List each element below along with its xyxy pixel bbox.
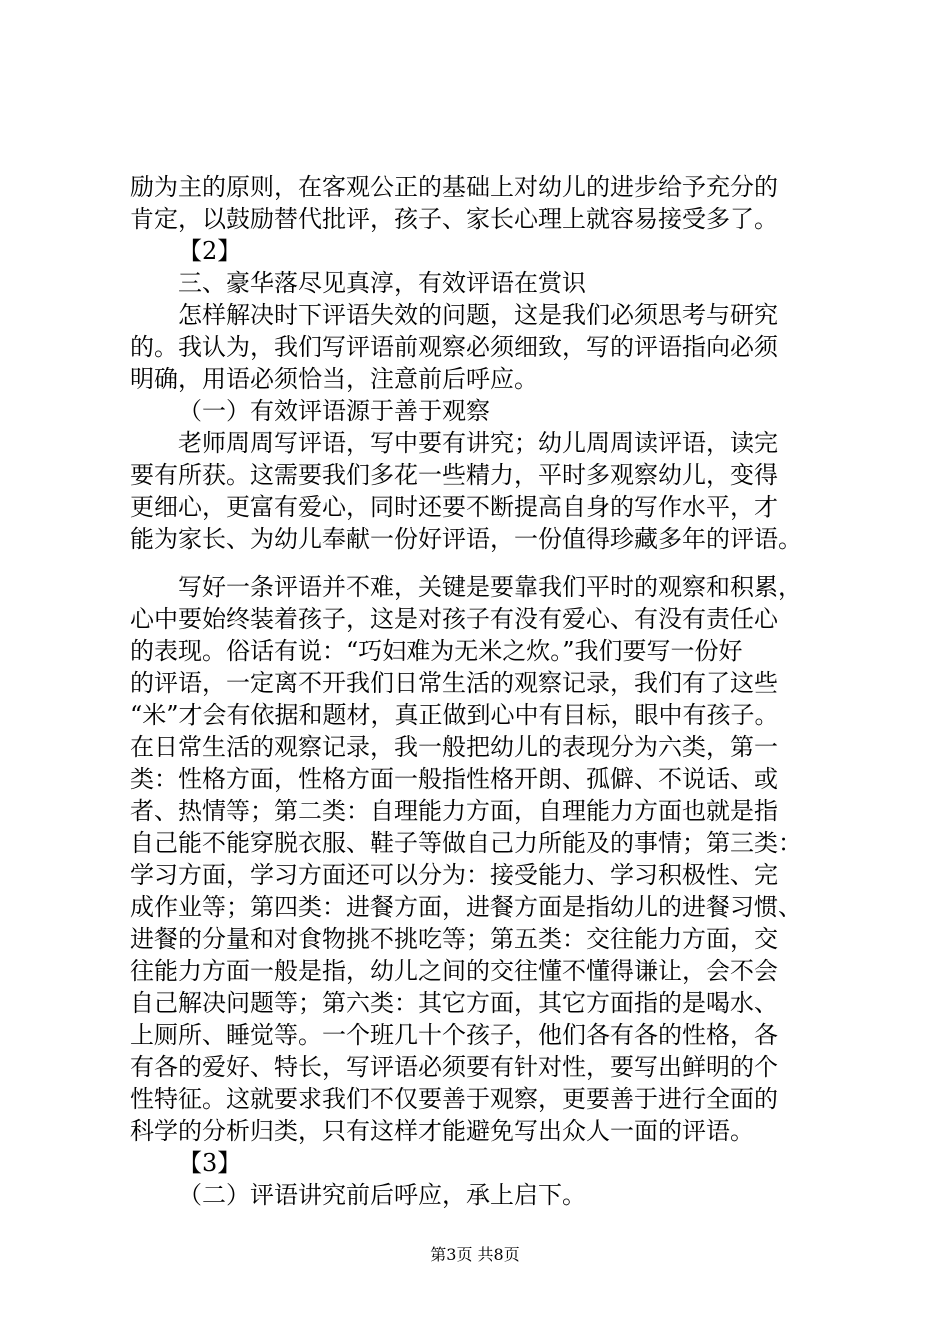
body-line: 者、热情等；第二类：自理能力方面，自理能力方面也就是指 (130, 797, 778, 825)
subsection-heading: （一）有效评语源于善于观察 (178, 397, 490, 425)
body-line: 往能力方面一般是指，幼儿之间的交往懂不懂得谦让，会不会 (130, 957, 778, 985)
section-marker: 【3】 (178, 1149, 242, 1177)
body-line: 老师周周写评语，写中要有讲究；幼儿周周读评语，读完 (178, 429, 778, 457)
body-line: 更细心，更富有爱心，同时还要不断提高自身的写作水平，才 (130, 493, 778, 521)
body-line: 能为家长、为幼儿奉献一份好评语，一份值得珍藏多年的评语。 (130, 525, 802, 553)
body-line: 励为主的原则，在客观公正的基础上对幼儿的进步给予充分的 (130, 173, 778, 201)
body-line: “米”才会有依据和题材，真正做到心中有目标，眼中有孩子。 (130, 701, 779, 729)
body-line: 明确，用语必须恰当，注意前后呼应。 (130, 365, 538, 393)
body-line: 科学的分析归类，只有这样才能避免写出众人一面的评语。 (130, 1117, 754, 1145)
body-line: 写好一条评语并不难，关键是要靠我们平时的观察和积累， (178, 573, 802, 601)
body-line: 的表现。俗话有说：“巧妇难为无米之炊。”我们要写一份好 (130, 637, 743, 665)
section-heading: 三、豪华落尽见真淳，有效评语在赏识 (178, 269, 586, 297)
body-line: 怎样解决时下评语失效的问题，这是我们必须思考与研究 (178, 301, 778, 329)
body-line: 性特征。这就要求我们不仅要善于观察，更要善于进行全面的 (130, 1085, 778, 1113)
body-line: 在日常生活的观察记录，我一般把幼儿的表现分为六类，第一 (130, 733, 778, 761)
body-line: 自己能不能穿脱衣服、鞋子等做自己力所能及的事情；第三类： (130, 829, 802, 857)
subsection-heading: （二）评语讲究前后呼应，承上启下。 (178, 1181, 586, 1209)
body-line: 的。我认为，我们写评语前观察必须细致，写的评语指向必须 (130, 333, 778, 361)
body-line: 的评语，一定离不开我们日常生活的观察记录，我们有了这些 (130, 669, 778, 697)
body-line: 肯定，以鼓励替代批评，孩子、家长心理上就容易接受多了。 (130, 205, 778, 233)
page-footer: 第3页 共8页 (430, 1245, 520, 1264)
body-line: 成作业等；第四类：进餐方面，进餐方面是指幼儿的进餐习惯、 (130, 893, 802, 921)
section-marker: 【2】 (178, 237, 242, 265)
body-line: 自己解决问题等；第六类：其它方面，其它方面指的是喝水、 (130, 989, 778, 1017)
body-line: 进餐的分量和对食物挑不挑吃等；第五类：交往能力方面，交 (130, 925, 778, 953)
body-line: 心中要始终装着孩子，这是对孩子有没有爱心、有没有责任心 (130, 605, 778, 633)
body-line: 要有所获。这需要我们多花一些精力，平时多观察幼儿，变得 (130, 461, 778, 489)
body-line: 有各的爱好、特长，写评语必须要有针对性，要写出鲜明的个 (130, 1053, 778, 1081)
body-line: 学习方面，学习方面还可以分为：接受能力、学习积极性、完 (130, 861, 778, 889)
body-line: 上厕所、睡觉等。一个班几十个孩子，他们各有各的性格，各 (130, 1021, 778, 1049)
body-line: 类：性格方面，性格方面一般指性格开朗、孤僻、不说话、或 (130, 765, 778, 793)
